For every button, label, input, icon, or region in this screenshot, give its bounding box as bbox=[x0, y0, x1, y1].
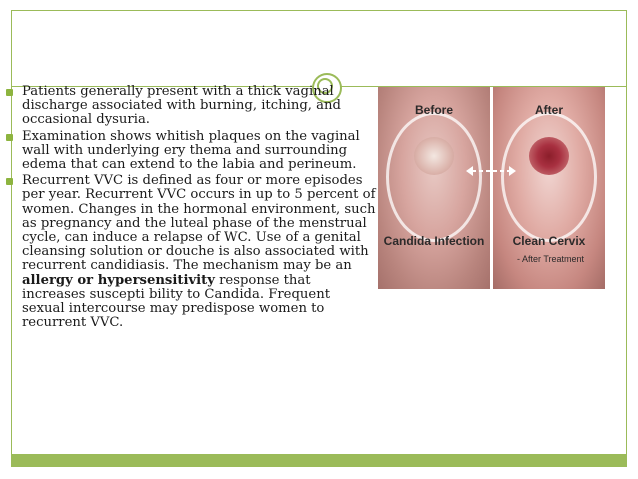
bullet-item bbox=[6, 130, 376, 173]
bullet-text-end: response that increases suscepti bility to Candida. Frequent sexual intercourse may predispose women to recurrent VVC. bbox=[22, 272, 331, 331]
bullet-list bbox=[6, 85, 376, 332]
before-after-image bbox=[378, 87, 605, 289]
after-note: - After Treatment bbox=[517, 254, 585, 264]
cervix-before bbox=[414, 137, 454, 175]
bullet-text: Recurrent VVC is defined as four or more episodes per year. Recurrent VVC occurs in up to 5 percent of women. Changes in the hormonal environment, such as pregnancy and the luteal phase of the menstrual cycle, can induce a relapse of WC. Use of a genital cleansing solution or douche is also associated with recurrent candidiasis. The mechanism may be an bbox=[22, 173, 376, 274]
before-label: Before bbox=[414, 103, 453, 117]
bullet-square-icon bbox=[6, 89, 13, 96]
after-label: After bbox=[534, 103, 563, 117]
cervix-after bbox=[529, 137, 569, 175]
speculum-ring bbox=[386, 112, 482, 242]
after-photo bbox=[493, 87, 605, 289]
before-caption: Candida Infection bbox=[383, 234, 485, 248]
bullet-item bbox=[6, 85, 376, 128]
bullet-square-icon bbox=[6, 178, 13, 185]
bullet-text: Examination shows whitish plaques on the vaginal wall with underlying ery thema and surrounding edema that can extend to the labia and perineum. bbox=[22, 128, 360, 173]
before-photo bbox=[378, 87, 490, 289]
speculum-ring bbox=[501, 112, 597, 242]
footer-bar bbox=[12, 454, 626, 466]
bullet-text: Patients generally present with a thick vaginal discharge associated with burning, itching, and occasional dysuria. bbox=[22, 84, 341, 128]
bullet-item bbox=[6, 174, 376, 330]
bold-phrase: allergy or hypersensitivity bbox=[22, 272, 215, 288]
bullet-square-icon bbox=[6, 134, 13, 141]
double-arrow-icon bbox=[466, 165, 516, 177]
after-caption: Clean Cervix bbox=[512, 234, 586, 248]
